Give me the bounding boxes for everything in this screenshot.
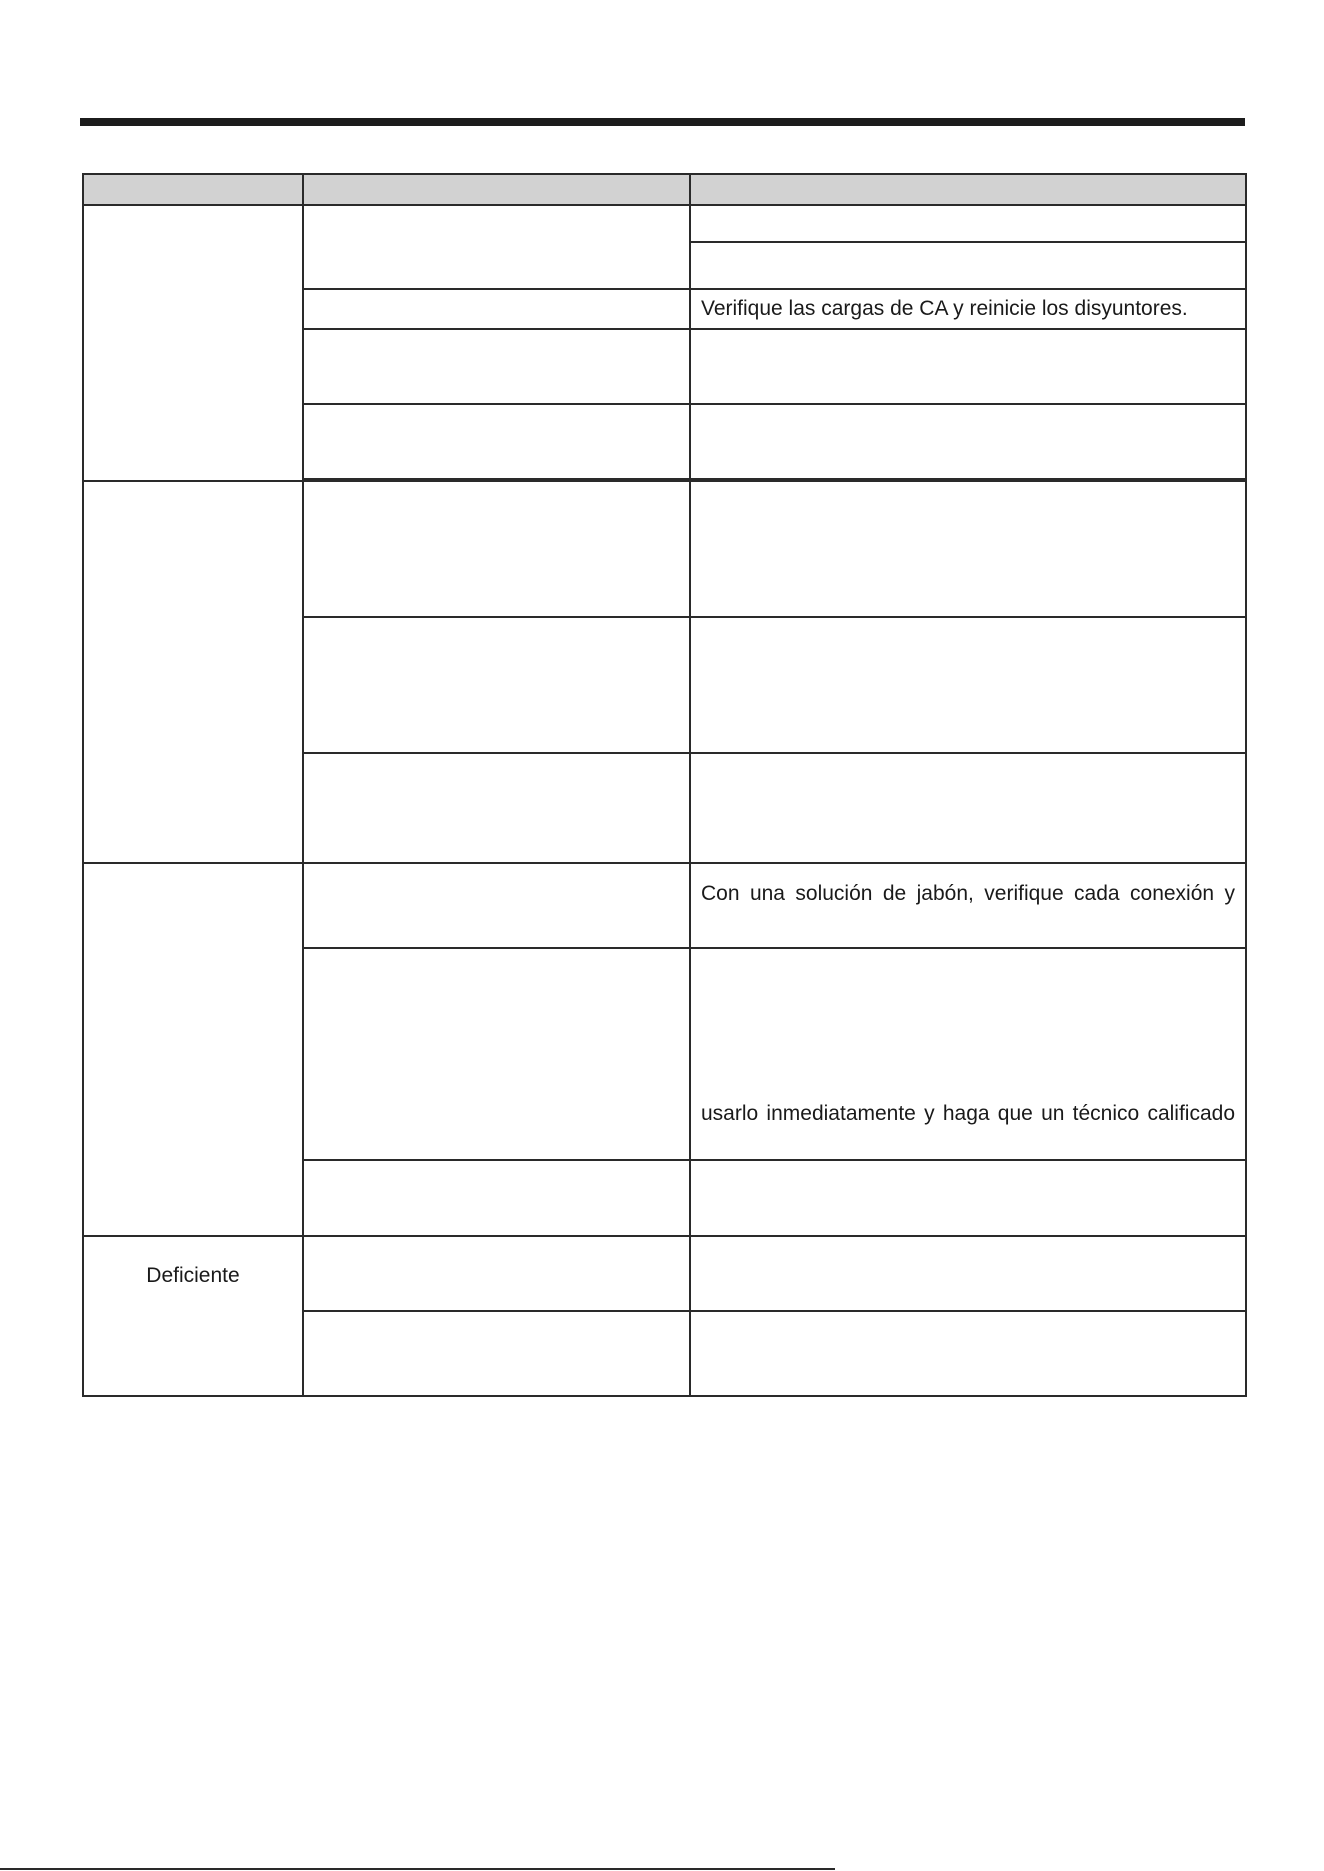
table-row — [83, 481, 1246, 617]
cause-cell — [303, 1311, 690, 1396]
solution-cell — [690, 289, 1246, 329]
solution-cell — [690, 329, 1246, 404]
solution-cell — [690, 863, 1246, 948]
cause-cell — [303, 481, 690, 617]
troubleshooting-table — [82, 173, 1247, 1397]
solution-cell — [690, 753, 1246, 863]
cause-cell — [303, 205, 690, 289]
solution-text: Verifique las cargas de CA y reinicie los disyuntores. — [701, 297, 1188, 320]
problem-cell — [83, 205, 303, 481]
top-rule — [80, 118, 1245, 126]
solution-cell — [690, 1311, 1246, 1396]
table-row — [83, 205, 1246, 242]
problem-label — [94, 864, 292, 890]
solution-cell — [690, 617, 1246, 753]
table-header-row — [83, 174, 1246, 205]
cause-cell — [303, 753, 690, 863]
problem-label: Deficiente — [146, 1264, 240, 1287]
problem-label — [94, 482, 292, 508]
cause-cell — [303, 289, 690, 329]
solution-cell — [690, 1236, 1246, 1311]
solution-text: Con una solución de jabón, verifique cada conexión y — [701, 882, 1235, 905]
solution-cell — [690, 1160, 1246, 1236]
solution-cell — [690, 948, 1246, 1160]
cause-cell — [303, 617, 690, 753]
table-row — [83, 863, 1246, 948]
table-row — [83, 1236, 1246, 1311]
header-problem — [83, 174, 303, 205]
footer-rule — [0, 1868, 835, 1870]
problem-cell — [83, 863, 303, 1236]
cause-cell — [303, 1236, 690, 1311]
problem-cell — [83, 481, 303, 863]
solution-cell — [690, 481, 1246, 617]
problem-label — [94, 206, 292, 232]
header-cause — [303, 174, 690, 205]
solution-cell — [690, 404, 1246, 479]
solution-text: usarlo inmediatamente y haga que un técnico calificado — [701, 1102, 1235, 1125]
cause-cell — [303, 329, 690, 404]
cause-cell — [303, 1160, 690, 1236]
cause-cell — [303, 863, 690, 948]
header-solution — [690, 174, 1246, 205]
cause-cell — [303, 948, 690, 1160]
problem-cell — [83, 1236, 303, 1396]
cause-cell — [303, 404, 690, 479]
solution-cell — [690, 242, 1246, 289]
solution-cell — [690, 205, 1246, 242]
